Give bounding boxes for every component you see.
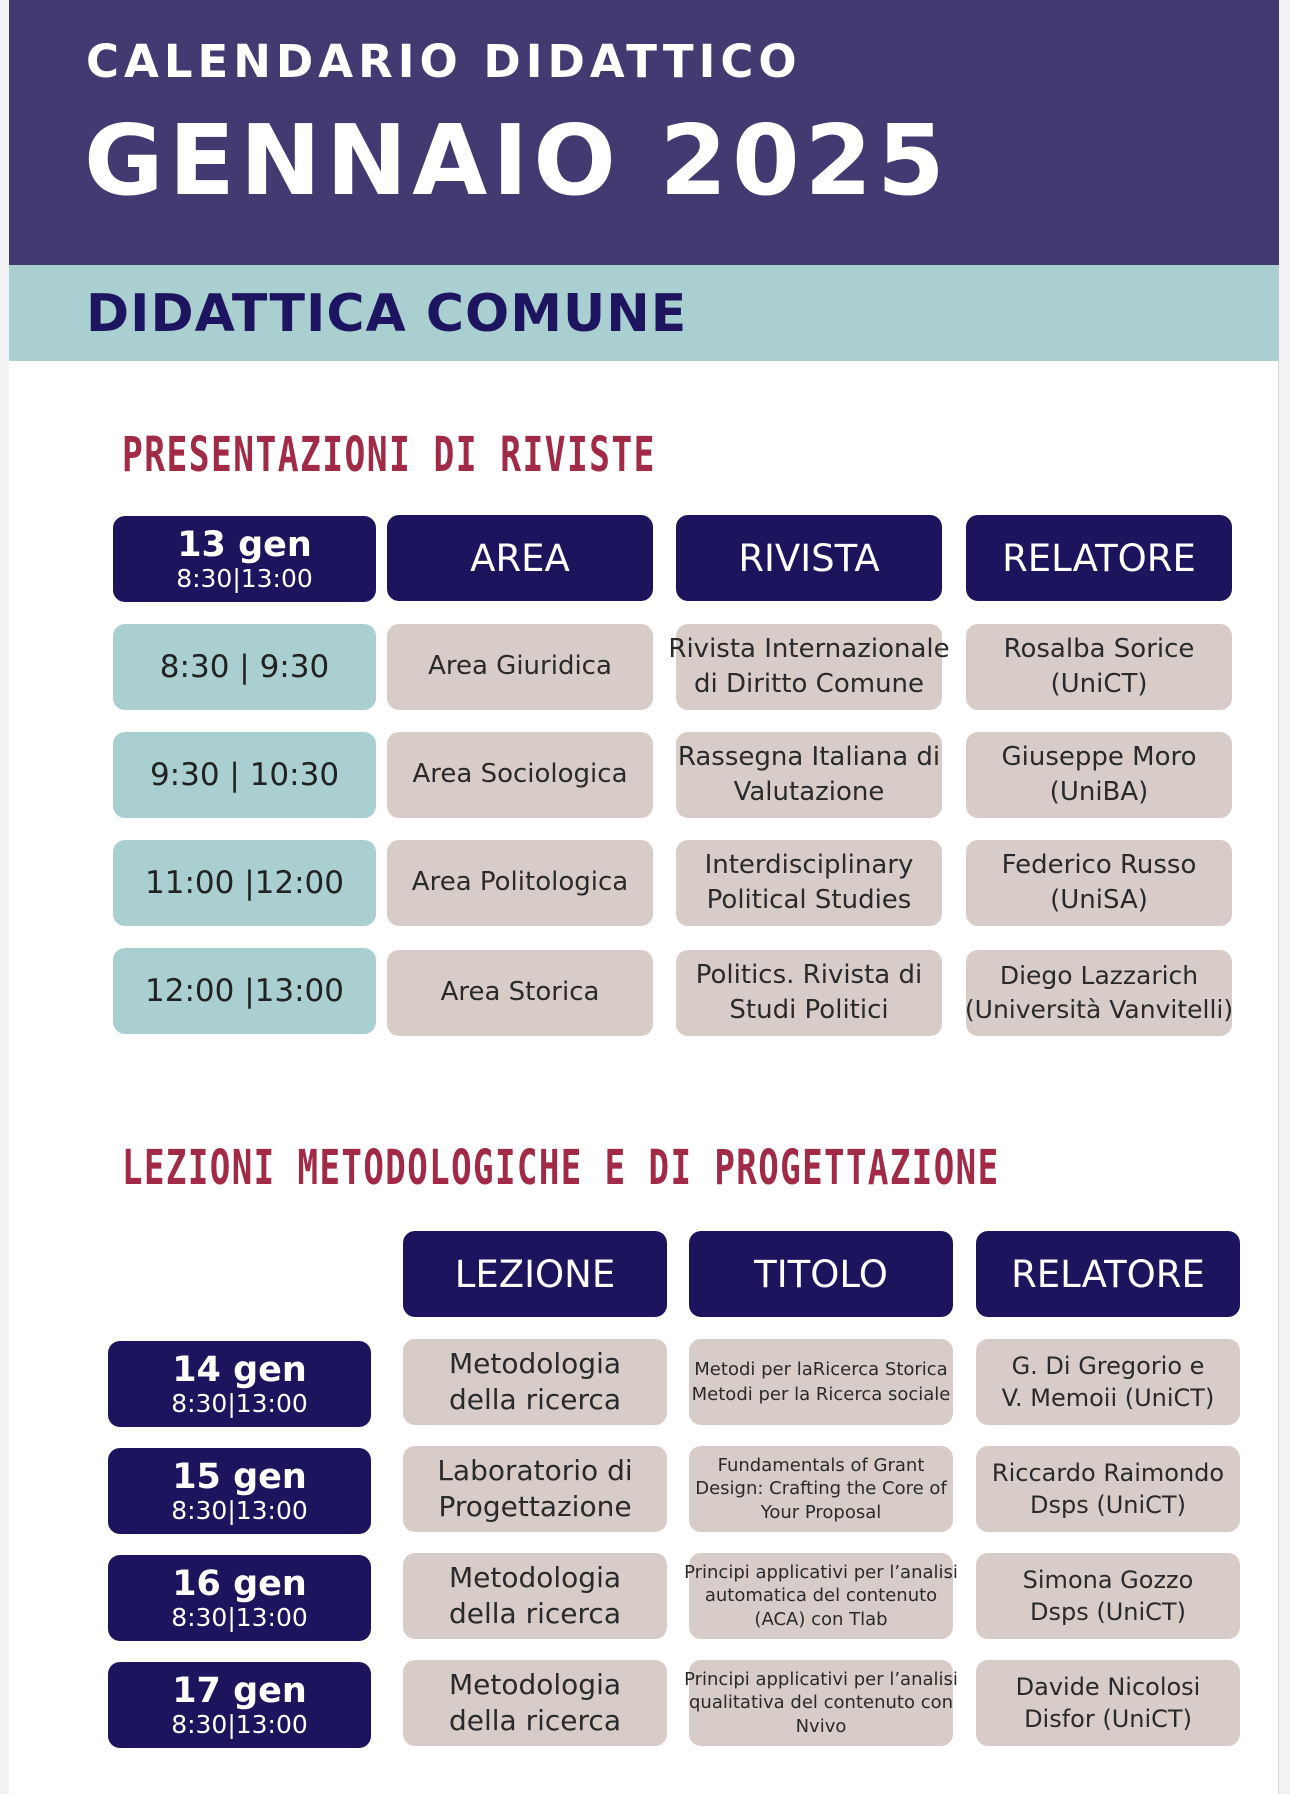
relatore-line: Davide Nicolosi <box>1015 1672 1201 1701</box>
header-area: AREA <box>387 515 653 601</box>
relatore-line: Giuseppe Moro <box>1001 741 1197 772</box>
time-cell: 11:00 |12:00 <box>113 840 376 926</box>
area-cell: Area Storica <box>387 950 653 1036</box>
date-time: 8:30|13:00 <box>171 1709 308 1739</box>
rivista-line: Valutazione <box>733 777 885 807</box>
date-day: 17 gen <box>172 1671 307 1711</box>
lezione-line: della ricerca <box>449 1383 621 1416</box>
titolo-cell <box>689 1339 953 1425</box>
rivista-cell <box>676 950 942 1036</box>
titolo-cell <box>684 1553 958 1639</box>
date-time: 8:30|13:00 <box>176 563 313 593</box>
lezione-cell <box>403 1660 667 1746</box>
date-time: 8:30|13:00 <box>171 1495 308 1525</box>
lezione-line: Metodologia <box>448 1667 622 1701</box>
header-lezione: LEZIONE <box>403 1231 667 1317</box>
relatore-line: Simona Gozzo <box>1022 1565 1194 1594</box>
relatore-line: Riccardo Raimondo <box>991 1458 1225 1487</box>
titolo-line: automatica del contenuto <box>704 1585 938 1607</box>
titolo-line: Metodi per laRicerca Storica <box>694 1358 948 1380</box>
time-cell: 12:00 |13:00 <box>113 948 376 1034</box>
lezione-cell <box>403 1446 667 1532</box>
titolo-line: Fundamentals of Grant <box>717 1454 925 1476</box>
relatore-line: Dsps (UniCT) <box>1030 1598 1186 1626</box>
titolo-cell <box>689 1446 953 1532</box>
header-rivista: RIVISTA <box>676 515 942 601</box>
area-cell: Area Politologica <box>387 840 653 926</box>
date-day: 13 gen <box>177 525 312 565</box>
header-titolo: TITOLO <box>689 1231 953 1317</box>
relatore-cell <box>976 1446 1240 1532</box>
band-title: DIDATTICA COMUNE <box>86 284 688 344</box>
date-day: 16 gen <box>172 1564 307 1604</box>
date-cell <box>108 1555 371 1641</box>
relatore-cell <box>966 624 1232 710</box>
lezione-line: della ricerca <box>449 1597 621 1630</box>
rivista-line: Interdisciplinary <box>704 849 914 880</box>
rivista-line: Political Studies <box>706 885 912 915</box>
rivista-line: Rassegna Italiana di <box>677 741 941 772</box>
relatore-line: Diego Lazzarich <box>999 961 1199 991</box>
relatore-line: Dsps (UniCT) <box>1030 1491 1186 1519</box>
relatore-cell <box>976 1553 1240 1639</box>
relatore-cell <box>966 840 1232 926</box>
date-time: 8:30|13:00 <box>171 1388 308 1418</box>
titolo-line: Principi applicativi per l’analisi <box>684 1561 958 1583</box>
date-cell <box>113 516 376 602</box>
section-title-lezioni: LEZIONI METODOLOGICHE E DI PROGETTAZIONE <box>122 1140 1000 1196</box>
titolo-line: Metodi per la Ricerca sociale <box>691 1384 951 1405</box>
page-title: GENNAIO 2025 <box>84 104 950 217</box>
date-cell <box>108 1341 371 1427</box>
titolo-line: Your Proposal <box>760 1501 882 1523</box>
lezione-line: Metodologia <box>448 1346 622 1380</box>
titolo-line: qualitativa del contenuto con <box>689 1692 954 1714</box>
relatore-line: Rosalba Sorice <box>1003 633 1195 664</box>
titolo-cell <box>684 1660 958 1746</box>
time-cell: 9:30 | 10:30 <box>113 732 376 818</box>
lezione-line: Laboratorio di <box>437 1453 633 1487</box>
rivista-line: di Diritto Comune <box>693 669 925 699</box>
lezione-cell <box>403 1339 667 1425</box>
relatore-line: Federico Russo <box>1001 849 1197 880</box>
relatore-cell <box>976 1339 1240 1425</box>
rivista-cell <box>676 732 942 818</box>
area-cell: Area Giuridica <box>387 624 653 710</box>
date-time: 8:30|13:00 <box>171 1602 308 1632</box>
relatore-line: V. Memoii (UniCT) <box>1001 1384 1215 1412</box>
lezione-line: della ricerca <box>449 1704 621 1737</box>
titolo-line: Nvivo <box>795 1715 847 1737</box>
titolo-line: (ACA) con Tlab <box>754 1608 888 1630</box>
date-cell <box>108 1448 371 1534</box>
date-day: 15 gen <box>172 1457 307 1497</box>
lezione-cell <box>403 1553 667 1639</box>
relatore-line: G. Di Gregorio e <box>1011 1351 1205 1380</box>
relatore-line: (UniBA) <box>1049 777 1149 807</box>
relatore-line: Disfor (UniCT) <box>1024 1705 1192 1733</box>
area-cell: Area Sociologica <box>387 732 653 818</box>
rivista-line: Rivista Internazionale <box>668 633 950 664</box>
lezione-line: Metodologia <box>448 1560 622 1594</box>
header-relatore: RELATORE <box>966 515 1232 601</box>
relatore-cell <box>966 950 1232 1036</box>
rivista-line: Politics. Rivista di <box>695 959 923 990</box>
lezione-line: Progettazione <box>438 1490 632 1523</box>
relatore-line: (Università Vanvitelli) <box>964 995 1234 1024</box>
header-kicker: CALENDARIO DIDATTICO <box>86 35 802 88</box>
rivista-line: Studi Politici <box>729 995 889 1025</box>
relatore-cell <box>976 1660 1240 1746</box>
relatore-cell <box>966 732 1232 818</box>
relatore-line: (UniSA) <box>1050 885 1148 915</box>
rivista-cell <box>676 840 942 926</box>
rivista-cell <box>668 624 950 710</box>
time-cell: 8:30 | 9:30 <box>113 624 376 710</box>
header-relatore-2: RELATORE <box>976 1231 1240 1317</box>
section-title-riviste: PRESENTAZIONI DI RIVISTE <box>122 427 656 483</box>
titolo-line: Design: Crafting the Core of <box>695 1478 947 1500</box>
relatore-line: (UniCT) <box>1050 669 1148 699</box>
titolo-line: Principi applicativi per l’analisi <box>684 1668 958 1690</box>
date-cell <box>108 1662 371 1748</box>
date-day: 14 gen <box>172 1350 307 1390</box>
